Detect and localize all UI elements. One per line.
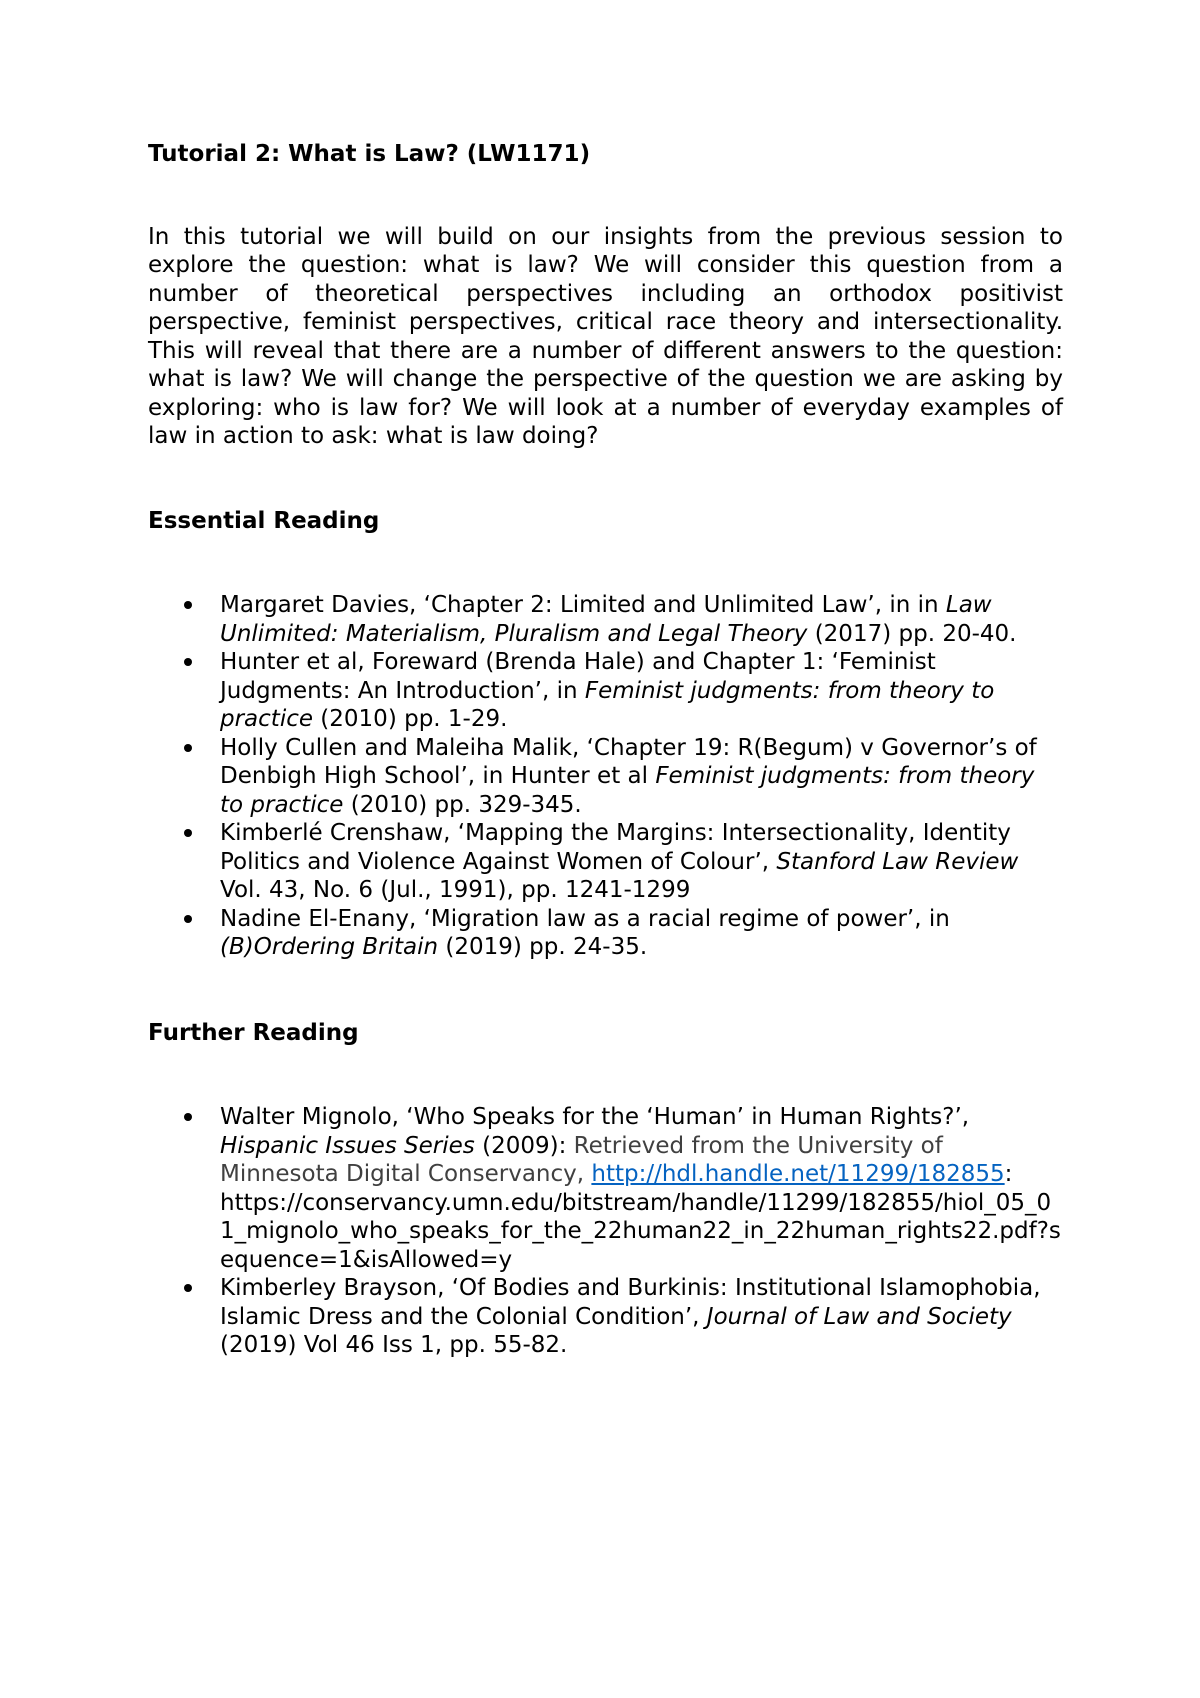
bullet-icon: [184, 658, 192, 666]
reading-text: Kimberley Brayson, ‘Of Bodies and Burkinis: Institutional Islamophobia, Islamic Dress and the Colonial Condition’,: [220, 1275, 1041, 1330]
reading-text: Kimberlé Crenshaw, ‘Mapping the Margins: Intersectionality, Identity Politics and Violence Against Women of Colour’,: [220, 820, 1011, 875]
bullet-icon: [184, 744, 192, 752]
reading-details: (2009):: [474, 1132, 574, 1159]
intro-paragraph: In this tutorial we will build on our insights from the previous session to explore the question: what is law? We will consider this question from a number of theoretical perspectives including an orthodox positivist perspective, feminist perspectives, critical race theory and intersectionality. This will reveal that there are a number of different answers to the question: what is law? We will change the perspective of the question we are asking by exploring: who is law for? We will look at a number of everyday examples of law in action to ask: what is law doing?: [148, 223, 1063, 449]
reading-details: (2010) pp. 1-29.: [313, 706, 508, 732]
handle-link[interactable]: http://hdl.handle.net/11299/182855: [591, 1161, 1005, 1187]
reading-title: (B)Ordering Britain: [220, 934, 439, 960]
list-item: [148, 591, 1063, 648]
reading-text: Walter Mignolo, ‘Who Speaks for the ‘Human’ in Human Rights?’,: [220, 1104, 970, 1130]
retrieval-note: Retrieved from the University of Minnesota Digital Conservancy,: [220, 1132, 943, 1187]
bullet-icon: [184, 915, 192, 923]
link-colon: :: [1004, 1161, 1013, 1187]
list-item: [148, 648, 1063, 734]
bullet-icon: [184, 601, 192, 609]
document-page: [148, 140, 1063, 1360]
essential-reading-heading: Essential Reading: [148, 507, 380, 534]
list-item: [148, 1274, 1063, 1360]
further-reading-list: [148, 1103, 1063, 1360]
reading-text: Nadine El-Enany, ‘Migration law as a racial regime of power’, in: [220, 905, 950, 932]
reading-title: Stanford Law Review: [776, 848, 1019, 875]
further-reading-heading: Further Reading: [148, 1019, 359, 1046]
list-item: [148, 905, 1063, 962]
essential-reading-list: [148, 591, 1063, 962]
reading-details: (2019) Vol 46 Iss 1, pp. 55-82.: [220, 1332, 568, 1358]
reading-text: Margaret Davies, ‘Chapter 2: Limited and Unlimited Law’, in in: [220, 592, 946, 618]
reading-details: (2010) pp. 329-345.: [343, 791, 582, 818]
bullet-icon: [184, 1284, 192, 1292]
reading-title: Law Unlimited: Materialism, Pluralism and Legal Theory: [220, 592, 992, 647]
reading-title: Feminist judgments: from theory to practice: [220, 763, 1035, 818]
list-item: [148, 819, 1063, 905]
list-item: [148, 1103, 1063, 1274]
reading-text: Holly Cullen and Maleiha Malik, ‘Chapter 19: R(Begum) v Governor’s of Denbigh High School’, in Hunter et al: [220, 734, 1037, 789]
page-title: Tutorial 2: What is Law? (LW1171): [148, 141, 591, 167]
reading-text: Hunter et al, Foreward (Brenda Hale) and Chapter 1: ‘Feminist Judgments: An Introduction’, in: [220, 649, 936, 704]
reading-title: Journal of Law and Society: [706, 1303, 1012, 1330]
bullet-icon: [184, 829, 192, 837]
pdf-url: https://conservancy.umn.edu/bitstream/handle/11299/182855/hiol_05_01_mignolo_who_speaks_for_the_22human22_in_22human_rights22.pdf?sequence=1&isAllowed=y: [220, 1189, 1061, 1273]
reading-details: (2017) pp. 20-40.: [807, 620, 1017, 647]
list-item: [148, 734, 1063, 820]
reading-title: Hispanic Issues Series: [220, 1132, 475, 1159]
reading-details: Vol. 43, No. 6 (Jul., 1991), pp. 1241-1299: [220, 877, 691, 903]
reading-details: (2019) pp. 24-35.: [438, 934, 648, 960]
bullet-icon: [184, 1113, 192, 1121]
reading-title: Feminist judgments: from theory to practice: [220, 677, 995, 732]
